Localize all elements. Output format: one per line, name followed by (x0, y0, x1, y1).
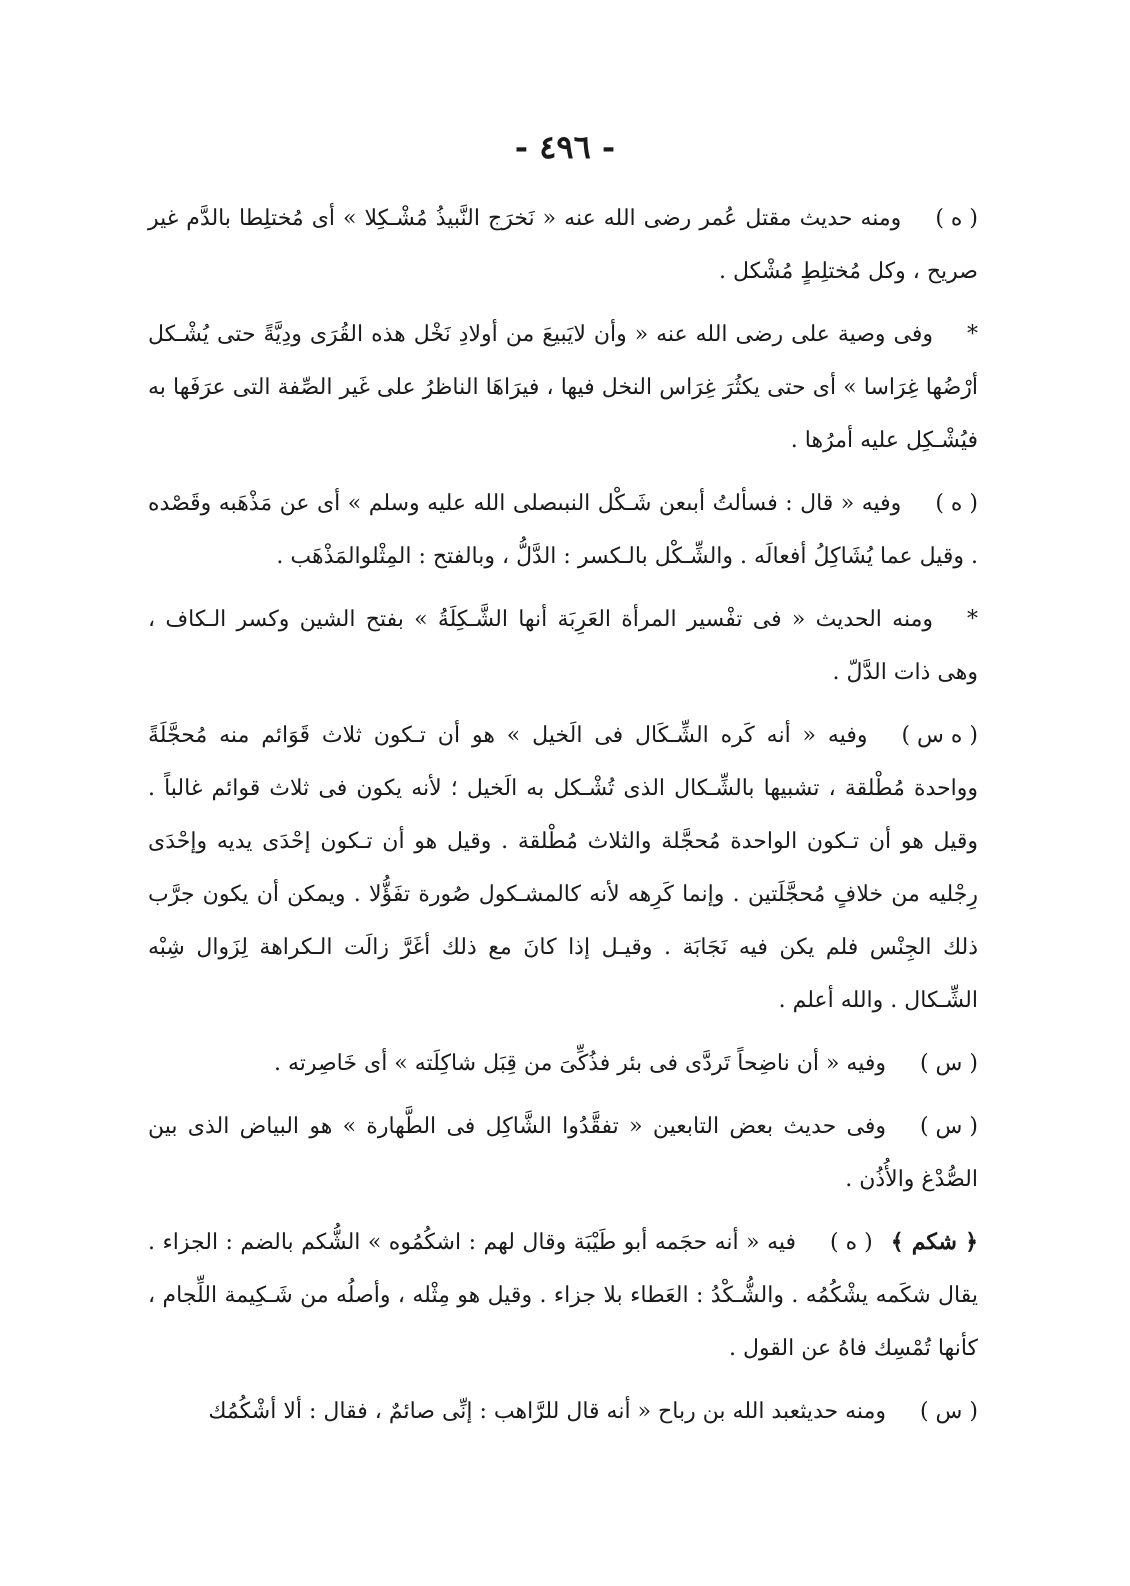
paragraph-text: وفيه « أنه كَره الشِّـكَال فى الَخيل » هو أن تـكون ثلاث قَوَائم منه مُحجَّلَةً وواحدة مُطْلقة ، تشبيها بالشِّـكال الذى تُشْـكل به الَخيل ؛ لأنه يكون فى ثلاث قوائم غالباً . وقيل هو أن تـكون الواحدة مُحجَّلة والثلاث مُطْلقة . وقيل هو أن تـكون إحْدَى يديه وإحْدَى رِجْليه من خلافٍ مُحجَّلَتين . وإنما كَرِهه لأنه كالمشـكول صُورة تفَؤُّلا . ويمكن أن يكون جرَّب ذلك الجِنْس فلم يكن فيه نَجَابَة . وقيـل إذا كانَ مع ذلك أغَرَّ زالَت الـكراهة لِزَوال شِبْه الشِّـكال . والله أعلم . (148, 723, 979, 1013)
paragraph (148, 192, 978, 298)
paragraph (148, 1100, 978, 1206)
source-marker: ( ه ) (830, 1230, 873, 1255)
page-number: - ٤٩٦ - (514, 128, 616, 166)
paragraph (148, 308, 978, 467)
source-marker: ( س ) (919, 1051, 978, 1076)
paragraph (148, 593, 978, 699)
paragraph-text: وفى حديث بعض التابعين « تفقَّدُوا الشَّاكِل فى الطَّهارة » هو البياض الذى بين الصُّدْغ والأُذُن . (148, 1114, 978, 1192)
entry-paragraph (148, 1216, 978, 1375)
paragraph (148, 477, 978, 583)
paragraph-text: فيه « أنه حجَمه أبو طَيْبَة وقال لهم : اشكُمُوه » الشُّكم بالضم : الجزاء . يقال شكَمه يشْكُمُه . والشُّـكْدُ : العَطاء بلا جزاء . وقيل هو مِثْله ، وأصلُه من شَـكِيمة اللِّجام ، كأنها تُمْسِك فاهُ عن القول . (148, 1230, 978, 1361)
paragraph (148, 1385, 978, 1438)
source-marker: ( س ) (919, 1114, 978, 1139)
source-marker: ( س ) (919, 1399, 978, 1424)
asterisk-marker: * (967, 322, 978, 347)
document-body (148, 192, 978, 1448)
paragraph (148, 1037, 978, 1090)
source-marker: ( ه ) (935, 206, 978, 231)
source-marker: ( ه س ) (901, 723, 978, 748)
paragraph-text: ومنه الحديث « فى تفْسير المرأة العَرِبَة أنها الشَّـكِلَةُ » بفتح الشين وكسر الـكاف ، وهى ذات الدَّلّ . (148, 607, 978, 685)
paragraph-text: وفيه « قال : فسألتُ أبىعن شَـكْل النبىصلى الله عليه وسلم » أى عن مَذْهَبه وقَصْده . وقيل عما يُشَاكِلُ أفعالَه . والشِّـكْل بالـكسر : الدَّلُّ ، وبالفتح : المِثْلوالمَذْهَب . (148, 491, 978, 569)
entry-headword: ﴿ شكم ﴾ (890, 1229, 979, 1255)
paragraph-text: ومنه حديثعبد الله بن رباح « أنه قال للرَّاهب : إنِّى صائمٌ ، فقال : ألا أشْكُمُك (208, 1399, 886, 1424)
paragraph-text: ومنه حديث مقتل عُمر رضى الله عنه « نَخرَج النَّبيذُ مُشْـكِلا » أى مُختلِطا بالدَّم غير صريح ، وكل مُختلِطٍ مُشْكل . (148, 206, 978, 284)
source-marker: ( ه ) (935, 491, 978, 516)
paragraph-text: وفى وصية على رضى الله عنه « وأن لايَبيعَ من أولادِ نَخْل هذه القُرَى ودِيَّةً حتى يُشْـكل أرْضُها غِرَاسا » أى حتى يكثُرَ غِرَاس النخل فيها ، فيرَاهَا الناظرُ على غَير الصِّفة التى عرَفَها به فيُشْـكِل عليه أمرُها . (148, 322, 978, 453)
paragraph-text: وفيه « أن ناضِحاً تَردَّى فى بئر فذُكِّىَ من قِبَل شاكِلَته » أى خَاصِرته . (273, 1051, 886, 1076)
paragraph (148, 709, 978, 1027)
asterisk-marker: * (967, 607, 978, 632)
